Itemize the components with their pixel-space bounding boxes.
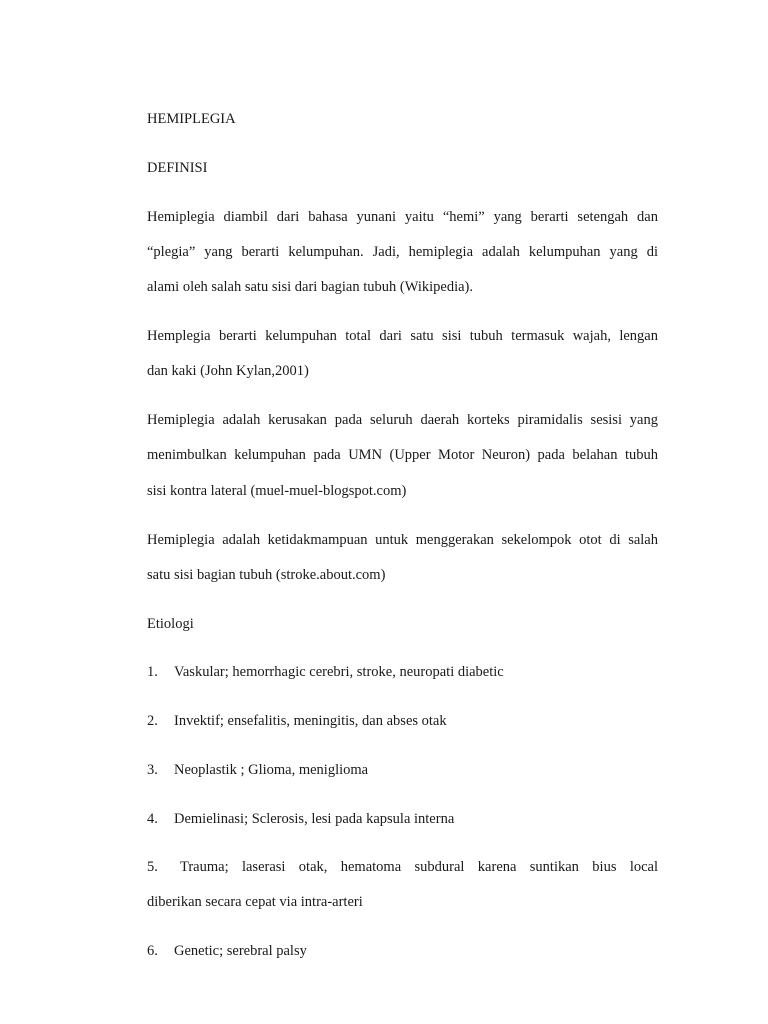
list-item-text: Trauma; laserasi otak, hematoma subdural karena suntikan bius local bbox=[180, 859, 658, 875]
list-item-text: Demielinasi; Sclerosis, lesi pada kapsula interna bbox=[174, 811, 455, 827]
paragraph-4-line-1: Hemiplegia adalah ketidakmampuan untuk menggerakan sekelompok otot di salah bbox=[147, 532, 658, 548]
list-item-continuation: diberikan secara cepat via intra-arteri bbox=[147, 894, 363, 910]
paragraph-1-line-1: Hemiplegia diambil dari bahasa yunani yaitu “hemi” yang berarti setengah dan bbox=[147, 209, 658, 225]
list-item-text: Neoplastik ; Glioma, meniglioma bbox=[174, 762, 369, 778]
list-item-number: 4. bbox=[147, 811, 158, 827]
document-title: HEMIPLEGIA bbox=[147, 111, 236, 127]
paragraph-1-line-2: “plegia” yang berarti kelumpuhan. Jadi, hemiplegia adalah kelumpuhan yang di bbox=[147, 244, 658, 260]
paragraph-3-line-2: menimbulkan kelumpuhan pada UMN (Upper Motor Neuron) pada belahan tubuh bbox=[147, 447, 658, 463]
paragraph-3-line-1: Hemiplegia adalah kerusakan pada seluruh daerah korteks piramidalis sesisi yang bbox=[147, 412, 658, 428]
list-item-number: 1. bbox=[147, 664, 158, 680]
paragraph-4-line-2: satu sisi bagian tubuh (stroke.about.com) bbox=[147, 567, 386, 583]
list-item-number: 3. bbox=[147, 762, 158, 778]
section-heading-definisi: DEFINISI bbox=[147, 160, 208, 176]
paragraph-3-line-3: sisi kontra lateral (muel-muel-blogspot.com) bbox=[147, 483, 407, 499]
list-item-text: Genetic; serebral palsy bbox=[174, 943, 307, 959]
paragraph-2-line-1: Hemplegia berarti kelumpuhan total dari satu sisi tubuh termasuk wajah, lengan bbox=[147, 328, 658, 344]
list-item-number: 6. bbox=[147, 943, 158, 959]
section-heading-etiologi: Etiologi bbox=[147, 616, 194, 632]
list-item-number: 2. bbox=[147, 713, 158, 729]
list-item-number: 5. bbox=[147, 859, 158, 875]
list-item-text: Vaskular; hemorrhagic cerebri, stroke, neuropati diabetic bbox=[174, 664, 504, 680]
list-item-text: Invektif; ensefalitis, meningitis, dan abses otak bbox=[174, 713, 447, 729]
paragraph-2-line-2: dan kaki (John Kylan,2001) bbox=[147, 363, 309, 379]
paragraph-1-line-3: alami oleh salah satu sisi dari bagian tubuh (Wikipedia). bbox=[147, 279, 473, 295]
